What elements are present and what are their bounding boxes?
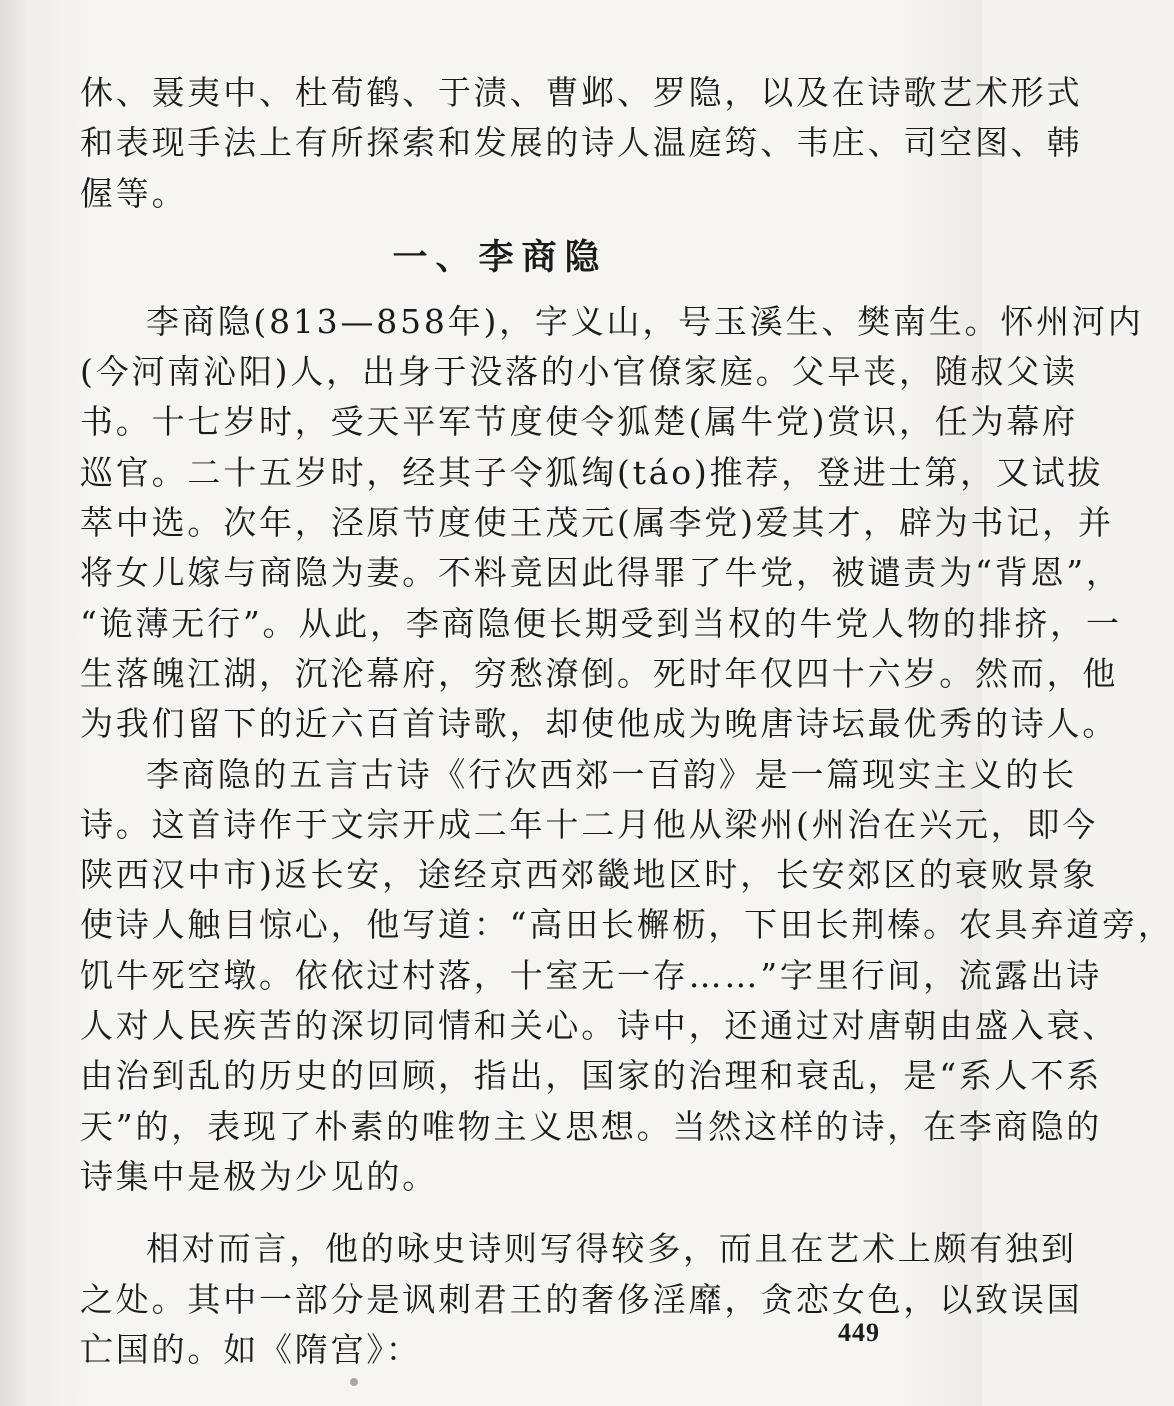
text-line: 之处。其中一部分是讽刺君王的奢侈淫靡，贪恋女色，以致误国 [80,1279,1083,1319]
text-line: 为我们留下的近六百首诗歌，却使他成为晚唐诗坛最优秀的诗人。 [80,704,1119,744]
text-line: 天”的，表现了朴素的唯物主义思想。当然这样的诗，在李商隐的 [80,1106,1103,1146]
text-line: 巡官。二十五岁时，经其子令狐绹(táo)推荐，登进士第，又试拔 [80,452,1104,492]
text-line: (今河南沁阳)人，出身于没落的小官僚家庭。父早丧，随叔父读 [80,352,1078,392]
text-line: 萃中选。次年，泾原节度使王茂元(属李党)爱其才，辟为书记，并 [80,503,1114,543]
text-line: 李商隐的五言古诗《行次西郊一百韵》是一篇现实主义的长 [146,754,1077,794]
text-line: 休、聂夷中、杜荀鹤、于渍、曹邺、罗隐，以及在诗歌艺术形式 [80,73,1083,112]
text-line: 生落魄江湖，沉沦幕府，穷愁潦倒。死时年仅四十六岁。然而，他 [80,653,1119,693]
text-line: 由治到乱的历史的回顾，指出，国家的治理和衰乱，是“系人不系 [80,1056,1103,1096]
text-line: 人对人民疾苦的深切同情和关心。诗中，还通过对唐朝由盛入衰、 [80,1006,1119,1046]
text-line: 李商隐(813—858年)，字义山，号玉溪生、樊南生。怀州河内 [146,301,1144,341]
body-text [80,68,1174,1375]
text-line: 使诗人触目惊心，他写道：“高田长檞枥，下田长荆榛。农具弃道旁， [80,905,1174,945]
page-number: 449 [838,1318,880,1347]
text-line: 陕西汉中市)返长安，途经京西郊畿地区时，长安郊区的衰败景象 [80,855,1099,895]
text-line: 相对而言，他的咏史诗则写得较多，而且在艺术上颇有独到 [146,1229,1077,1269]
text-line: 偓等。 [80,173,188,213]
text-line: 书。十七岁时，受天平军节度使令狐楚(属牛党)赏识，任为幕府 [80,402,1078,442]
section-heading: 一、李商隐 [392,237,608,278]
text-line: 诗。这首诗作于文宗开成二年十二月他从梁州(州治在兴元，即今 [80,804,1099,844]
text-line: “诡薄无行”。从此，李商隐便长期受到当权的牛党人物的排挤，一 [80,603,1122,643]
text-line: 和表现手法上有所探索和发展的诗人温庭筠、韦庄、司空图、韩 [80,123,1083,163]
text-line: 饥牛死空墩。依依过村落，十室无一存……”字里行间，流露出诗 [80,955,1103,995]
text-line: 亡国的。如《隋宫》： [80,1329,422,1369]
text-line: 将女儿嫁与商隐为妻。不料竟因此得罪了牛党，被谴责为“背恩”， [80,553,1122,593]
text-line: 诗集中是极为少见的。 [80,1156,438,1196]
ink-speck [350,1378,358,1386]
